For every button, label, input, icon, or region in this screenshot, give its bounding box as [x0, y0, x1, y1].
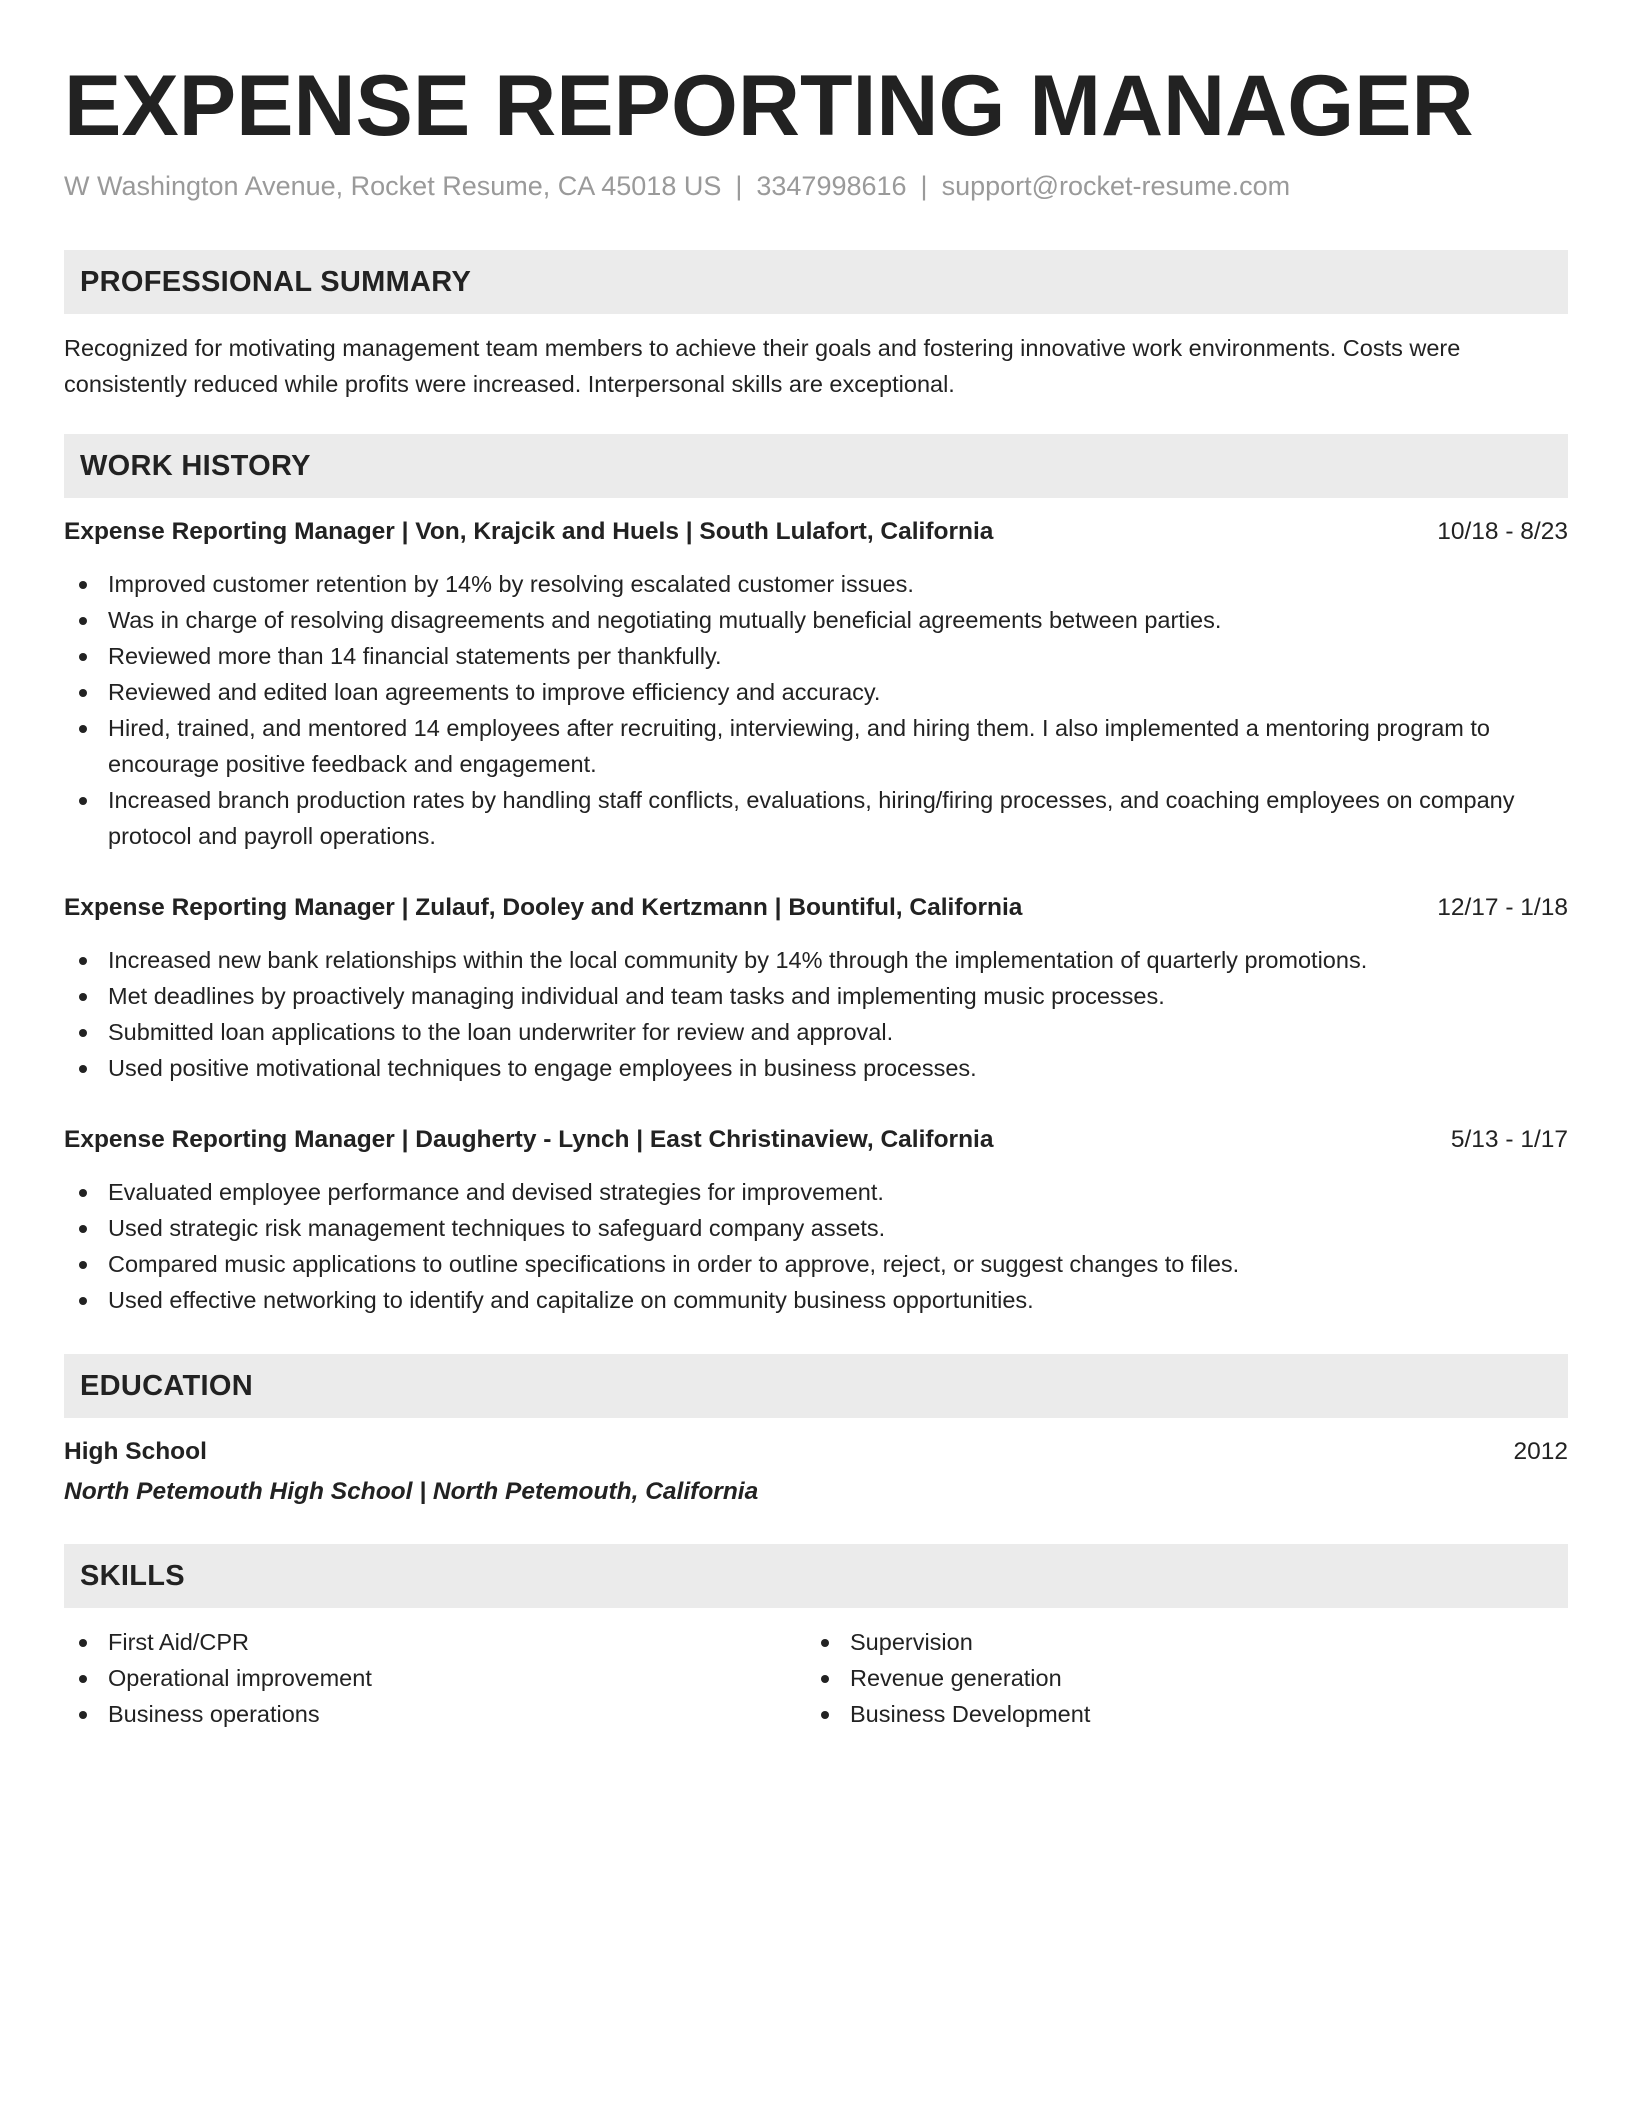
resume-page	[64, 56, 1568, 1732]
job-bullets	[64, 942, 1568, 1086]
section-heading-education: EDUCATION	[64, 1354, 1568, 1418]
education-school: North Petemouth High School | North Petemouth, California	[64, 1478, 759, 1505]
education-year: 2012	[1513, 1438, 1568, 1465]
skills-column-left	[64, 1624, 806, 1732]
job-bullet: Compared music applications to outline specifications in order to approve, reject, or suggest changes to files.	[64, 1246, 1568, 1282]
section-heading-skills: SKILLS	[64, 1544, 1568, 1608]
job-bullet: Evaluated employee performance and devised strategies for improvement.	[64, 1174, 1568, 1210]
job-bullets	[64, 1174, 1568, 1318]
contact-phone: 3347998616	[756, 171, 907, 201]
job-header	[64, 1122, 1568, 1158]
job-bullet: Hired, trained, and mentored 14 employees after recruiting, interviewing, and hiring them. I also implemented a mentoring program to encourage positive feedback and engagement.	[64, 710, 1568, 782]
job-bullet: Reviewed and edited loan agreements to improve efficiency and accuracy.	[64, 674, 1568, 710]
job-bullet: Increased new bank relationships within the local community by 14% through the implementation of quarterly promotions.	[64, 942, 1568, 978]
contact-line	[64, 168, 1568, 204]
job-bullet: Was in charge of resolving disagreements and negotiating mutually beneficial agreements between parties.	[64, 602, 1568, 638]
job-entry	[64, 1122, 1568, 1318]
job-bullet: Increased branch production rates by handling staff conflicts, evaluations, hiring/firing processes, and coaching employees on company protocol and payroll operations.	[64, 782, 1568, 854]
job-bullet: Improved customer retention by 14% by resolving escalated customer issues.	[64, 566, 1568, 602]
education-header	[64, 1434, 1568, 1470]
job-bullet: Submitted loan applications to the loan underwriter for review and approval.	[64, 1014, 1568, 1050]
skill-item: Supervision	[806, 1624, 1548, 1660]
skill-item: First Aid/CPR	[64, 1624, 806, 1660]
job-bullet: Reviewed more than 14 financial statements per thankfully.	[64, 638, 1568, 674]
contact-separator: |	[920, 171, 928, 201]
contact-address: W Washington Avenue, Rocket Resume, CA 45018 US	[64, 171, 722, 201]
skills-list	[64, 1624, 1568, 1732]
job-dates: 5/13 - 1/17	[1450, 1126, 1568, 1153]
job-bullet: Used positive motivational techniques to engage employees in business processes.	[64, 1050, 1568, 1086]
job-header	[64, 890, 1568, 926]
job-title: Expense Reporting Manager | Daugherty - Lynch | East Christinaview, California	[64, 1126, 994, 1153]
section-heading-work-history: WORK HISTORY	[64, 434, 1568, 498]
section-heading-summary: PROFESSIONAL SUMMARY	[64, 250, 1568, 314]
job-entry	[64, 514, 1568, 854]
skills-bullets	[806, 1624, 1548, 1732]
job-entry	[64, 890, 1568, 1086]
summary-text: Recognized for motivating management team members to achieve their goals and fostering innovative work environments. Costs were consistently reduced while profits were increased. Interpersonal skills are exceptional.	[64, 335, 1461, 397]
job-dates: 10/18 - 8/23	[1437, 518, 1568, 545]
job-bullet: Used effective networking to identify and capitalize on community business opportunities.	[64, 1282, 1568, 1318]
skills-column-right	[806, 1624, 1548, 1732]
contact-separator: |	[735, 171, 743, 201]
education-entry	[64, 1434, 1568, 1510]
job-header	[64, 514, 1568, 550]
job-title: Expense Reporting Manager | Von, Krajcik and Huels | South Lulafort, California	[64, 518, 994, 545]
education-degree: High School	[64, 1438, 207, 1465]
skill-item: Business Development	[806, 1696, 1548, 1732]
job-title: Expense Reporting Manager | Zulauf, Dooley and Kertzmann | Bountiful, California	[64, 894, 1023, 921]
skill-item: Business operations	[64, 1696, 806, 1732]
contact-email: support@rocket-resume.com	[941, 171, 1291, 201]
job-bullets	[64, 566, 1568, 854]
candidate-name: EXPENSE REPORTING MANAGER	[64, 58, 1474, 154]
job-bullet: Used strategic risk management techniques to safeguard company assets.	[64, 1210, 1568, 1246]
job-dates: 12/17 - 1/18	[1437, 894, 1568, 921]
skill-item: Revenue generation	[806, 1660, 1548, 1696]
skills-bullets	[64, 1624, 806, 1732]
skill-item: Operational improvement	[64, 1660, 806, 1696]
job-bullet: Met deadlines by proactively managing individual and team tasks and implementing music processes.	[64, 978, 1568, 1014]
